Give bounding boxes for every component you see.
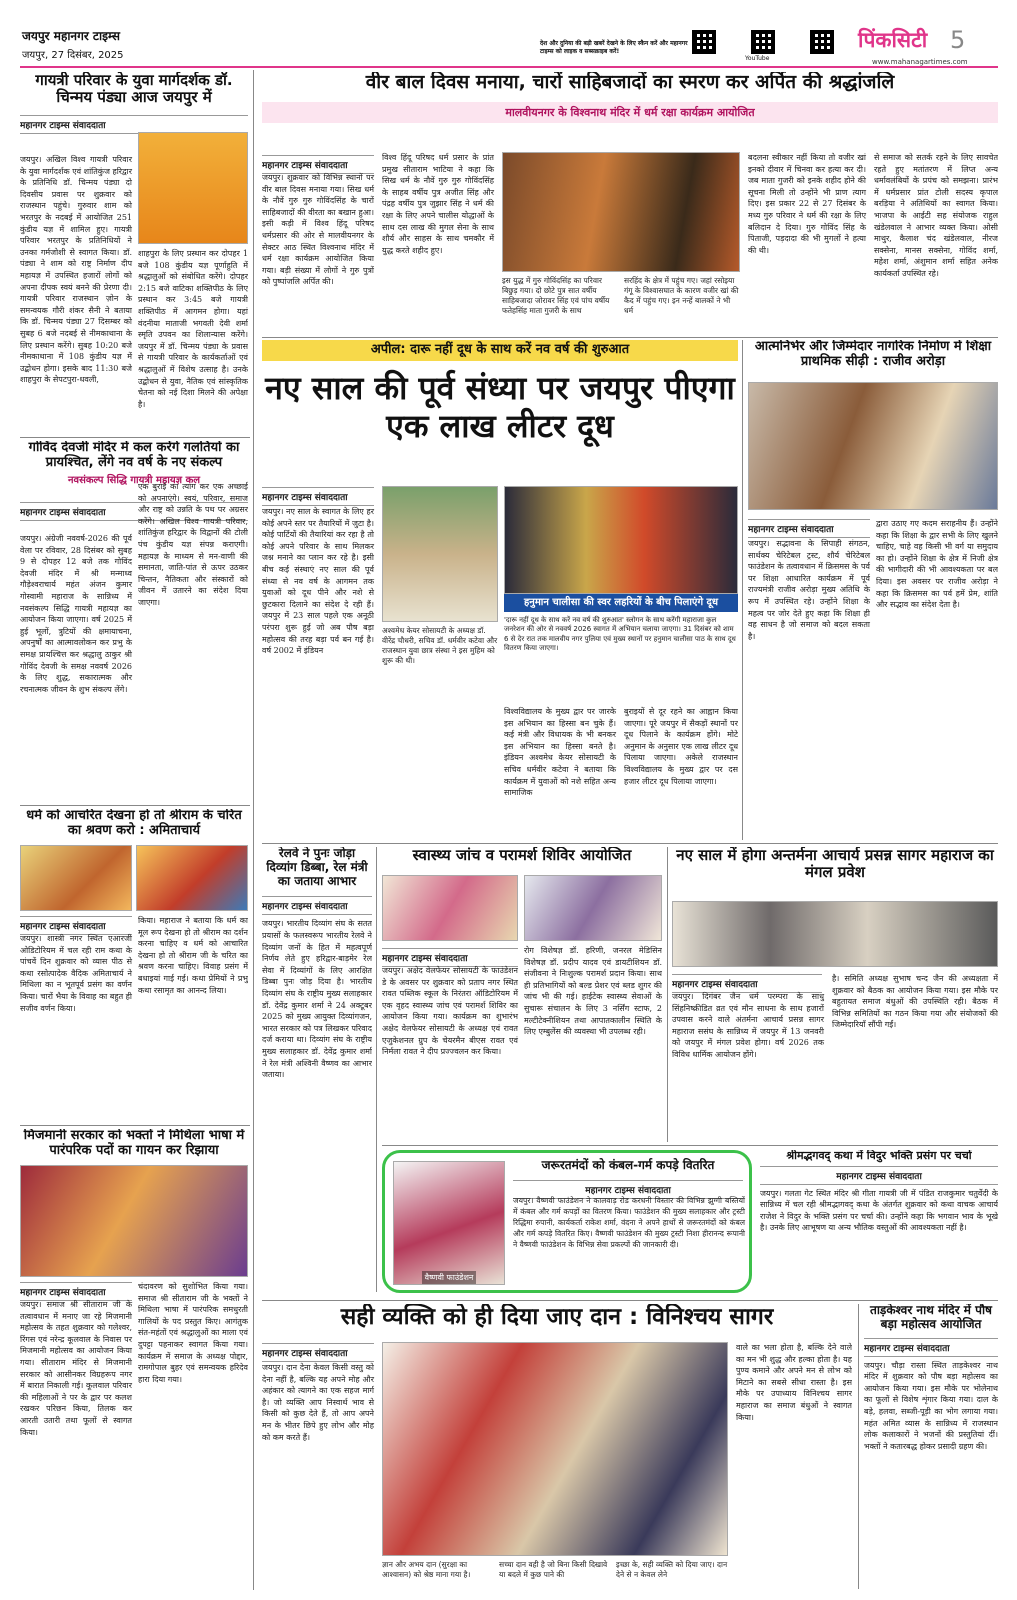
- photo-katha-1: [20, 845, 132, 911]
- qr-code-2[interactable]: [751, 30, 775, 54]
- article-atmanirbhar: [748, 340, 998, 840]
- byline: महानगर टाइम्स संवाददाता: [513, 1180, 743, 1199]
- article-health-camp: [382, 847, 662, 1142]
- article-headline: नए साल की पूर्व संध्या पर जयपुर पीएगा एक लाख लीटर दूध: [265, 368, 735, 446]
- qr-code-1[interactable]: [692, 30, 716, 54]
- byline: महानगर टाइम्स संवाददाता: [760, 1166, 998, 1185]
- photo-label: वैष्णवी फाउंडेशन: [422, 1271, 477, 1284]
- article-blanket-distribution[interactable]: [382, 1150, 752, 1293]
- article-headline: रेलवे ने पुनः जोड़ा दिव्यांग डिब्बा, रेल मंत्री का जताया आभार: [266, 847, 368, 888]
- photo-mithila: [20, 1165, 248, 1277]
- article-headline: स्वास्थ्य जांच व परामर्श शिविर आयोजित: [412, 847, 632, 864]
- article-headline: मिजमानी सरकार को भक्तों ने मिथिला भाषा में पारंपरिक पदों का गायन कर रिझाया: [23, 1129, 245, 1158]
- byline: महानगर टाइम्स संवाददाता: [262, 487, 374, 506]
- photo-blanket: [393, 1161, 505, 1285]
- photo-caption: अश्वमेध केयर सोसायटी के अध्यक्ष डॉ. वीरेंद्र चौधरी, सचिव डॉ. धर्मवीर कटेवा और राजस्थान युवा छात्र संस्था ने इस मुहिम को शुरू की थी।: [382, 626, 498, 666]
- article-text: जयपुर। वैष्णवी फाउंडेशन ने कालवाड़ रोड करधनी विस्तार की विभिन्न झुग्गी बस्तियों में कंबल और गर्म कपड़ों का वितरण किया। फाउंडेशन की मुख्य सलाहकार और ट्रस्टी रिद्धिमा रुपानी, कार्यकर्ता राकेश शर्मा, वंदना ने अपने हाथों से जरूरतमंदों को कंबल और गर्म कपड़े वितरित किए। वैष्णवी फाउंडेशन की मुख्य ट्रस्टी निशा हीरानन्द रूपानी ने वैष्णवी फाउंडेशन के विभिन्न सेवा प्रकल्पों की जानकारी दी।: [513, 1196, 745, 1249]
- masthead: [0, 0, 1017, 66]
- photo-katha-2: [136, 845, 248, 911]
- article-text-col1: जयपुर। शुक्रवार को विभिन्न स्थानों पर वीर बाल दिवस मनाया गया। सिख धर्म के नौवें गुरु गुरु गोविंदसिंह के चारों साहिबजादों की वीरता का बखान हुआ। इसी कड़ी में विश्व हिंदू परिषद धर्मप्रसार की ओर से मालवीयनगर के सेक्टर आठ स्थित विश्वनाथ मंदिर में धर्म रक्षा कार्यक्रम आयोजित किया गया। बड़ी संख्या में लोगों ने गुरु पुत्रों को पुष्पांजलि अर्पित की।: [262, 173, 374, 287]
- issue-date: जयपुर, 27 दिसंबर, 2025: [22, 50, 124, 61]
- article-text-col2: विश्व हिंदू परिषद धर्म प्रसार के प्रांत प्रमुख सीताराम भाटिया ने कहा कि सिख धर्म के नौवें गुरु गुरु गोविंदसिंह के साहब वर्षीय पुत्र अजीत सिंह और पंद्रह वर्षीय पुत्र जुझार सिंह ने धर्म की रक्षा के लिए अपने चालीस योद्धाओं के साथ दस लाख की मुगल सेना के साथ शौर्य और साहस के साथ चमकौर में युद्ध करते शहीद हुए।: [382, 153, 494, 255]
- article-headline: वीर बाल दिवस मनाया, चारों साहिबजादों का स्मरण कर अर्पित की श्रद्धांजलि: [365, 72, 895, 93]
- article-govind: [20, 441, 248, 801]
- photo-caption-1: इस युद्ध में गुरु गोविंदसिंह का परिवार बिछुड़ गया। दो छोटे पुत्र सात वर्षीय साहिबजादा जोरावर सिंह एवं पांच वर्षीय फतेहसिंह माता गुजरी के साथ: [502, 276, 610, 316]
- article-prasann-sagar: [672, 847, 998, 1142]
- article-headline: जरूरतमंदों को कंबल-गर्म कपड़े वितरित: [541, 1158, 715, 1172]
- photo-caption-2: सच्चा दान वही है जो बिना किसी दिखावे या बदले में कुछ पाने की: [499, 1560, 608, 1580]
- article-text-col1: जयपुर। दान देना केवल किसी वस्तु को देना नहीं है, बल्कि यह अपने मोह और अहंकार को त्यागने का एक सहज मार्ग है। जो व्यक्ति आप निस्वार्थ भाव से किसी को कुछ देते हैं, तो आप अपने मन के भीतर छिपे हुए लोभ और मोह को कम करते हैं।: [262, 1363, 374, 1442]
- photo-caption-1: ज्ञान और अभय दान (सुरक्षा का आश्वासन) को श्रेष्ठ माना गया है।: [382, 1560, 471, 1580]
- article-headline: नए साल में होगा अन्तर्मना आचार्य प्रसन्न सागर महाराज का मंगल प्रवेश: [676, 847, 994, 882]
- article-text-col1: जयपुर। सद्भावना के सिपाही संगठन, सार्थक्य चेरिटेबल ट्रस्ट, शौर्य चेरिटेबल फाउंडेशन के तत्वावधान में क्रिसमस के पर्व पर शिक्षा आधारित कार्यक्रम में पूर्व राज्यमंत्री राजीव अरोड़ा मुख्य अतिथि के रूप में उपस्थित रहे। उन्होंने शिक्षा के महत्व पर जोर देते हुए कहा कि शिक्षा ही वह साधन है जो समाज को बदल सकता है।: [748, 539, 870, 641]
- byline: महानगर टाइम्स संवाददाता: [262, 155, 374, 174]
- page-number: 5: [950, 26, 966, 54]
- article-text-col1: जयपुर। समाज श्री सीताराम जी के तत्वावधान में मनाए जा रहे मिजमानी महोत्सव के तहत शुक्रवार को गलेश्वर, रिंगस एवं नरेन्द्र कूलवाल के निवास पर मिजमानी महोत्सव का आयोजन किया गया। सीताराम मंदिर से मिजमानी सरकार को आसीनकर विग्रहरूप नगर में बारात निकाली गई। कूलवाल परिवार की महिलाओं ने पर के द्वार पर कलश रखकर परिछन किया, तिलक कर आरती उतारी तथा फूलों से स्वागत किया।: [20, 1300, 132, 1437]
- byline: महानगर टाइम्स संवाददाता: [20, 502, 248, 521]
- article-headline: आत्मनिर्भर और जिम्मेदार नागरिक निर्माण में शिक्षा प्राथमिक सीढ़ी : राजीव अरोड़ा: [754, 340, 992, 369]
- article-milk: [262, 340, 738, 840]
- byline: महानगर टाइम्स संवाददाता: [262, 896, 372, 915]
- photo-veer-baal: [502, 152, 740, 272]
- photo-chinmay-pandya: [138, 132, 248, 244]
- article-daan: [262, 1304, 852, 1594]
- article-text-col1: जयपुर। अंग्रेजी नववर्ष-2026 की पूर्व वेला पर रविवार, 28 दिसंबर को सुबह 9 से दोपहर 12 बजे तक गोविंद देवजी मंदिर में श्री मन्माध्व गौड़ेश्वराचार्य महंत अंजन कुमार गोस्वामी महाराज के सान्निध्य में नवसंकल्प सिद्धि गायत्री महायज्ञ का आयोजन किया जाएगा। वर्ष 2025 में हुई भूलों, त्रुटियों की क्षमायाचना, अपनुर्षों का आत्मावलोकन कर प्रभु के समक्ष प्रायश्चित्त कर श्रद्धालु ठाकुर श्री गोविंद देवजी के समक्ष नववर्ष 2026 के लिए शुद्ध, सकारात्मक और रचनात्मक जीवन के शुभ संकल्प लेंगे।: [20, 534, 132, 694]
- article-railway: [262, 847, 372, 1297]
- byline: महानगर टाइम्स संवाददाता: [20, 115, 248, 134]
- article-text-col2: रोग विशेषज्ञ डॉ. हरिणी, जनरल मेडिसिन विशेषज्ञ डॉ. प्रदीप यादव एवं डायटीशियन डॉ. संजीवना ने निःशुल्क परामर्श प्रदान किया। साथ ही प्रतिभागियों को बल्ड प्रेशर एवं ब्लड शुगर की जांच भी की गई। हाईटेक स्वास्थ्य सेवाओं के सुचारू संचालन के लिए 3 नर्सिंग स्टाफ, 2 मल्टीटेक्नीशियन तथा आपातकालीन स्थिति के लिए एम्बुलेंस की व्यवस्था भी उपलब्ध रही।: [524, 946, 662, 1037]
- byline: महानगर टाइम्स संवाददाता: [672, 974, 822, 993]
- article-text-col2: द्वारा उठाए गए कदम सराहनीय हैं। उन्होंने कहा कि शिक्षा के द्वार सभी के लिए खुलने चाहिए, चाहे वह किसी भी वर्ग या समुदाय का हो। उन्होंने शिक्षा के क्षेत्र में निजी क्षेत्र की भागीदारी की भी आवश्यकता पर बल दिया। इस अवसर पर राजीव अरोड़ा ने कहा कि क्रिसमस का पर्व हमें प्रेम, शांति और सद्भाव का संदेश देता है।: [876, 519, 998, 610]
- photo-caption-2: सरहिंद के क्षेत्र में पहुंच गए। जहां रसोइया गंगू के विश्वासघात के कारण वजीर खां की कैद में पहुंच गए। इन नन्हें बालकों ने भी धर्म: [624, 276, 739, 316]
- article-text-col2: चंदावरण को सुशोभित किया गया। समाज श्री सीताराम जी के भक्तों ने मिथिला भाषा में पारंपरिक समधुरती गालियों के पद प्रस्तुत किए। आगंतुक संत-महंतों एवं श्रद्धालुओं का माला एवं दुपट्टा पहनाकर स्वागत किया गया। कार्यक्रम में समाज के अध्यक्ष पोद्दार, रामगोपाल बुहर एवं समन्वयक हरिदेव हारा दिया गया।: [138, 1282, 248, 1384]
- article-headline: ताड़केश्वर नाथ मंदिर में पौष बड़ा महोत्सव आयोजित: [869, 1304, 992, 1331]
- article-text: जयपुर। चौड़ा रास्ता स्थित ताड़केश्वर नाथ मंदिर में शुक्रवार को पौष बड़ा महोत्सव का आयोजन किया गया। इस मौके पर भोलेनाथ का फूलों से विशेष शृंगार किया गया। दाल के बड़े, हलवा, सब्जी-पूड़ी का भोग लगाया गया। महंत अमित व्यास के सान्निध्य में राजस्थान लोक कलाकारों ने भजनों की प्रस्तुतियां दीं। भक्तों ने कतारबद्ध होकर प्रसादी ग्रहण की।: [864, 1360, 998, 1451]
- article-headline: श्रीमद्भगवद् कथा में विदुर भक्ति प्रसंग पर चर्चा: [786, 1150, 972, 1162]
- article-subhead: नवसंकल्प सिद्धि गायत्री महायज्ञ कल: [67, 474, 201, 486]
- article-veer-baal: [262, 72, 998, 332]
- paper-name: जयपुर महानगर टाइम्स: [22, 29, 120, 43]
- photo-health-1: [382, 875, 518, 941]
- photo-vinishchay-sagar: [382, 1342, 728, 1556]
- article-kicker: अपील: दारू नहीं दूध के साथ करें नव वर्ष की शुरुआत: [262, 340, 738, 361]
- article-gayatri: [20, 72, 248, 434]
- article-headline: गोविंद देवजी मंदिर में कल करेंगे गलतियों का प्रायश्चित, लेंगे नव वर्ष के नए संकल्प: [28, 441, 240, 470]
- campaign-text: 'दारू नहीं दूध के साथ करें नव वर्ष की शुरुआत' स्लोगन के साथ करेंगी महाराजा कुल जनरेशन की ओर से नववर्ष 2026 स्वागत में अभियान चलाया जाएगा। 31 दिसंबर को शाम 6 से देर रात तक मालवीय नगर पुलिया एवं मुख्य स्थानों पर हनुमान चालीसा पाठ के साथ दूध वितरण किया जाएगा।: [504, 616, 736, 653]
- article-headline: गायत्री परिवार के युवा मार्गदर्शक डॉ. चिन्मय पंड्या आज जयपुर में: [35, 72, 233, 107]
- article-vidur: [760, 1150, 998, 1295]
- article-text-col1: जयपुर। दिगंबर जैन धर्म परम्परा के साधु सिंहनिष्क्रीडित व्रत एवं मौन साधना के साथ हजारों उपवास करने वाले अंतर्मना आचार्य प्रसन्न सागर महाराज ससंघ के सान्निध्य में जयपुर में 13 जनवरी को जयपुर में मंगल प्रवेश होगा। वर्ष 2026 तक विविध धार्मिक आयोजन होंगे।: [672, 992, 824, 1059]
- photo-veerendra-chaudhary: [382, 486, 498, 622]
- article-text: जयपुर। भारतीय दिव्यांग संघ के सतत प्रयासों के फलस्वरूप भारतीय रेलवे ने दिव्यांग जनों के हित में महत्वपूर्ण निर्णय लेते हुए हरिद्वार-बाड़मेर रेल सेवा में दिव्यांगों के लिए आरक्षित डिब्बा पुनः जोड़ दिया है। भारतीय दिव्यांग संघ के राष्ट्रीय मुख्य सलाहकार डॉ. देवेंद्र कुमार शर्मा ने 24 अक्टूबर 2025 को मुख्य आयुक्त दिव्यांगजन, भारत सरकार को पत्र लिखकर परिवाद दर्ज कराया था। दिव्यांग संघ के राष्ट्रीय मुख्य सलाहकार डॉ. देवेंद्र कुमार शर्मा ने रेल मंत्री अश्विनी वैष्णव का आभार जताया।: [262, 919, 372, 1080]
- article-text-col4: से समाज को सतर्क रहने के लिए सावचेत रहते हुए मतांतरण में लिप्त अन्य धर्मावलंबियों के प्रपंच को समझना। प्रारंभ में धर्मप्रसार प्रांत टोली सदस्य कृपाल बरड़िया ने अतिथियों का स्वागत किया। भाजपा के आईटी सह संयोजक राहुल खंडेलवाल ने आभार व्यक्त किया। ओसी माथुर, कैलाश चंद खंडेलवाल, नीरज सक्सेना, मानस सक्सेना, गोविंद शर्मा, महेश शर्मा, अंशुमान शर्मा सहित अनेक कार्यकर्ता उपस्थित रहे।: [874, 153, 998, 278]
- qr-code-3[interactable]: [810, 30, 834, 54]
- website: www.mahanagartimes.com: [872, 58, 968, 66]
- byline: महानगर टाइम्स संवाददाता: [20, 916, 132, 935]
- article-text-col2: शाहपुरा के लिए प्रस्थान कर दोपहर 1 बजे 108 कुंडीय यज्ञ पूर्णाहुति में श्रद्धालुओं को संबोधित करेंगे। दोपहर 2:15 बजे वाटिका शक्तिपीठ के लिए प्रस्थान कर 3:45 बजे गायत्री शक्तिपीठ में आगमन होगा। यहां वंदनीया माताजी भगवती देवी शर्मा स्मृति उपवन का शिलान्यास करेंगे। जयपुर में डॉ. चिन्मय पंड्या के प्रवास से गायत्री परिवार के कार्यकर्ताओं एवं श्रद्धालुओं में विशेष उत्साह है। उनके उद्बोधन से युवा, नैतिक एवं सांस्कृतिक चेतना को नई दिशा मिलने की अपेक्षा है।: [138, 249, 248, 409]
- article-dharma: [20, 809, 248, 1121]
- article-tadkeshwar: [864, 1304, 998, 1594]
- article-text-col2: वाले का भला होता है, बल्कि देने वाले का मन भी शुद्ध और हल्का होता है। यह पुण्य कमाने और अपने मन से लोभ को मिटाने का सबसे सीधा रास्ता है। इस मौके पर उपाध्याय विनिश्चय सागर महाराज का समाज बंधुओं ने स्वागत किया।: [736, 1343, 852, 1422]
- article-subhead: मालवीयनगर के विश्वनाथ मंदिर में धर्म रक्षा कार्यक्रम आयोजित: [262, 102, 998, 123]
- article-text-col1: जयपुर। अक्षेद वेलफेयर सोसायटी के फाउंडेशन डे के अवसर पर शुक्रवार को प्रताप नगर स्थित रावत पब्लिक स्कूल के निरंतरा ऑडिटोरियम में एक वृहद स्वास्थ्य जांच एवं परामर्श शिविर का आयोजन किया गया। कार्यक्रम का शुभारंभ अक्षेद वेलफेयर सोसायटी के अध्यक्ष एवं रावत एजुकेशनल ग्रुप के चेयरमैन बीएस रावत एवं निर्मला रावत ने दीप प्रज्ज्वलन कर किया।: [382, 966, 518, 1057]
- article-text-col1: जयपुर। शास्त्री नगर स्थित एआरजी ओडिटोरियम में चल रही राम कथा के पांचवें दिन शुक्रवार को व्यास पीठ से कथा रसोत्पादेक वैदिक अमिताचार्य ने मिथिला का न भूतपूर्व प्रसंग का वर्णन किया। चारों भैया के विवाह का बहुत ही सजीव वर्णन किया।: [20, 934, 132, 1013]
- byline: महानगर टाइम्स संवाददाता: [382, 948, 518, 967]
- article-text-col3: विश्वविद्यालय के मुख्य द्वार पर जारके इस अभियान का हिस्सा बन चुके हैं। कई मंत्री और विधायक के भी बनकर इस अभियान का हिस्सा बनते है। इंडियन अश्वमेध केयर सोसायटी के सचिव धर्मवीर कटेवा ने बताया कि कार्यक्रम में युवाओं को नशे सहित अन्य सामाजिक: [504, 707, 616, 798]
- article-text-col1: जयपुर। अखिल विश्व गायत्री परिवार के युवा मार्गदर्शक एवं शांतिकुंज हरिद्वार के प्रतिनिधि डॉ. चिन्मय पंड्या दो दिवसीय प्रवास पर शुक्रवार को राजस्थान पहुंचे। गुरुवार शाम को भरतपुर के नदबई में आयोजित 251 कुंडीय यज्ञ में शामिल हुए। गायत्री परिवार भरतपुर के प्रतिनिधियों ने उनका गर्मजोशी से स्वागत किया। डॉ. पंड्या ने शाम को राष्ट्र निर्माण दीप महायज्ञ में उपस्थित हजारों लोगों को अपना दीपक स्वयं बनने की प्रेरणा दी। गायत्री परिवार राजस्थान ज़ोन के समन्वयक गौरी शंकर सैनी ने बताया कि डॉ. चिन्मय पंड्या 27 दिसम्बर को सुबह 6 बजे नदबई से नीमकाथाना के लिए प्रस्थान करेंगे। सुबह 10:20 बजे नीमकाथाना में 108 कुंडीय यज्ञ में उद्बोधन होगा। इसके बाद 11:30 बजे शाहपुरा के सेपटपुरा-धवली,: [20, 155, 132, 385]
- byline: महानगर टाइम्स संवाददाता: [262, 1343, 374, 1362]
- byline: महानगर टाइम्स संवाददाता: [864, 1338, 998, 1357]
- photo-banner: हनुमान चालीसा की स्वर लहरियों के बीच पिलाएंगे दूध: [504, 594, 738, 612]
- article-text-col2: किया। महाराज ने बताया कि धर्म का मूल रूप देखना हो तो श्रीराम का दर्शन करना चाहिए व धर्म को आचारित देखना हो तो श्रीराम जी के चरित का श्रवण करना चाहिए। विवाह प्रसंग में बधाइयां गाई गई। कथा प्रेमियों ने प्रभु कथा रसामृत का आनन्द लिया।: [138, 916, 248, 995]
- article-text-col3: बदलना स्वीकार नहीं किया तो वजीर खां इनको दीवार में चिनवा कर हत्या कर दी। जब माता गुजरी को इनके शहीद होने की सूचना मिली तो उन्होंने भी प्राण त्याग दिए। इस प्रकार 22 से 27 दिसंबर के मध्य गुरु परिवार ने धर्म की रक्षा के लिए बलिदान दे दिया। गुरु गोविंद सिंह के पिताजी, पड़दादा की भी मुगलों ने हत्या की थी।: [748, 153, 866, 255]
- photo-hanuman-chalisa: [504, 486, 738, 594]
- article-headline: सही व्यक्ति को ही दिया जाए दान : विनिश्चय सागर: [340, 1304, 774, 1330]
- promo-text: देश और दुनिया की बड़ी खबरें देखने के लिए स्कैन करें और महानगर टाइम्स को लाइक व सब्सक्राइब करें!: [540, 40, 688, 55]
- photo-prasann-sagar: [672, 901, 998, 967]
- byline: महानगर टाइम्स संवाददाता: [748, 519, 870, 538]
- article-text: जयपुर। गलता गेट स्थित मंदिर श्री गीता गायत्री जी में पंडित राजकुमार चतुर्वेदी के सान्निध्य में चल रही श्रीमद्भागवद् कथा के अंतर्गत शुक्रवार को कथा वाचक आचार्य राजेश ने विदुर के भक्ति प्रसंग पर चर्चा की। उन्होंने कहा कि भगवान भाव के भूखे है। उनके लिए आभूषण या अन्य भौतिक वस्तुओं की आवश्यकता नहीं है।: [760, 1188, 998, 1233]
- article-mithila: [20, 1129, 248, 1589]
- article-text-col4: बुराइयों से दूर रहने का आह्वान किया जाएगा। पूरे जयपुर में सैकड़ों स्थानों पर दूध पिलाने के कार्यक्रम होंगे। मोटे अनुमान के अनुसार एक लाख लीटर दूध पिलाया जाएगा। अकेले राजस्थान विश्वविद्यालय के मुख्य द्वार पर दस हजार लीटर दूध पिलाया जाएगा।: [624, 707, 738, 786]
- article-text-col2: एक बुराई का त्याग कर एक अच्छाई को अपनाएंगे। स्वयं, परिवार, समाज और राष्ट्र को उन्नति के पथ पर अग्रसर करेंगे। अखिल विश्व गायत्री परिवार, शांतिकुंज हरिद्वार के विद्वानों की टोली पंच कुंडीय यज्ञ संपन्न कराएगी। महायज्ञ के माध्यम से मन-वाणी की समानता, जाति-पांत से ऊपर उठकर चिन्तन, नैतिकता और संस्कारों को जीवन में उतारने का संदेश दिया जाएगा।: [138, 482, 248, 607]
- article-text-col2: है। समिति अध्यक्ष सुभाष चन्द जैन की अध्यक्षता में शुक्रवार को बैठक का आयोजन किया गया। इस मौके पर बहुतायत समाज बंधुओं की उपस्थिति रही। बैठक में विभिन्न समितियों का गठन किया गया और संयोजकों की जिम्मेदारियाँ सौंपी गईं।: [832, 974, 998, 1030]
- article-headline: धर्म को आचरित देखना हो तो श्रीराम के चरित का श्रवण करो : अमिताचार्य: [26, 809, 242, 838]
- byline: महानगर टाइम्स संवाददाता: [20, 1282, 132, 1301]
- photo-atmanirbhar: [748, 382, 998, 510]
- photo-health-2: [524, 875, 662, 941]
- youtube-label: YouTube: [745, 55, 770, 62]
- article-text-col1: जयपुर। नए साल के स्वागत के लिए हर कोई अपने स्तर पर तैयारियों में जुटा है। कोई पार्टियों की तैयारियां कर रहा है तो कोई अपने परिवार के साथ मिलकर जश्न मनाने का प्लान कर रहे है। इसी बीच कई संस्थाएं नए साल की पूर्व संध्या से नव वर्ष के आगमन तक युवाओं को दूध पीने और नशे से छुटकारा दिलाने का संदेश दे रही हैं। जयपुर में 23 साल पहले एक अनूठी परंपरा शुरू हुई जो अब पौष बड़ा महोत्सव की तरह बड़ा पर्व बन गई है। वर्ष 2002 में इंडियन: [262, 507, 374, 656]
- photo-caption-3: इच्छा के, सही व्यक्ति को दिया जाए। दान देने से न केवल लेने: [616, 1560, 728, 1580]
- section-name: पिंकसिटी: [858, 28, 928, 52]
